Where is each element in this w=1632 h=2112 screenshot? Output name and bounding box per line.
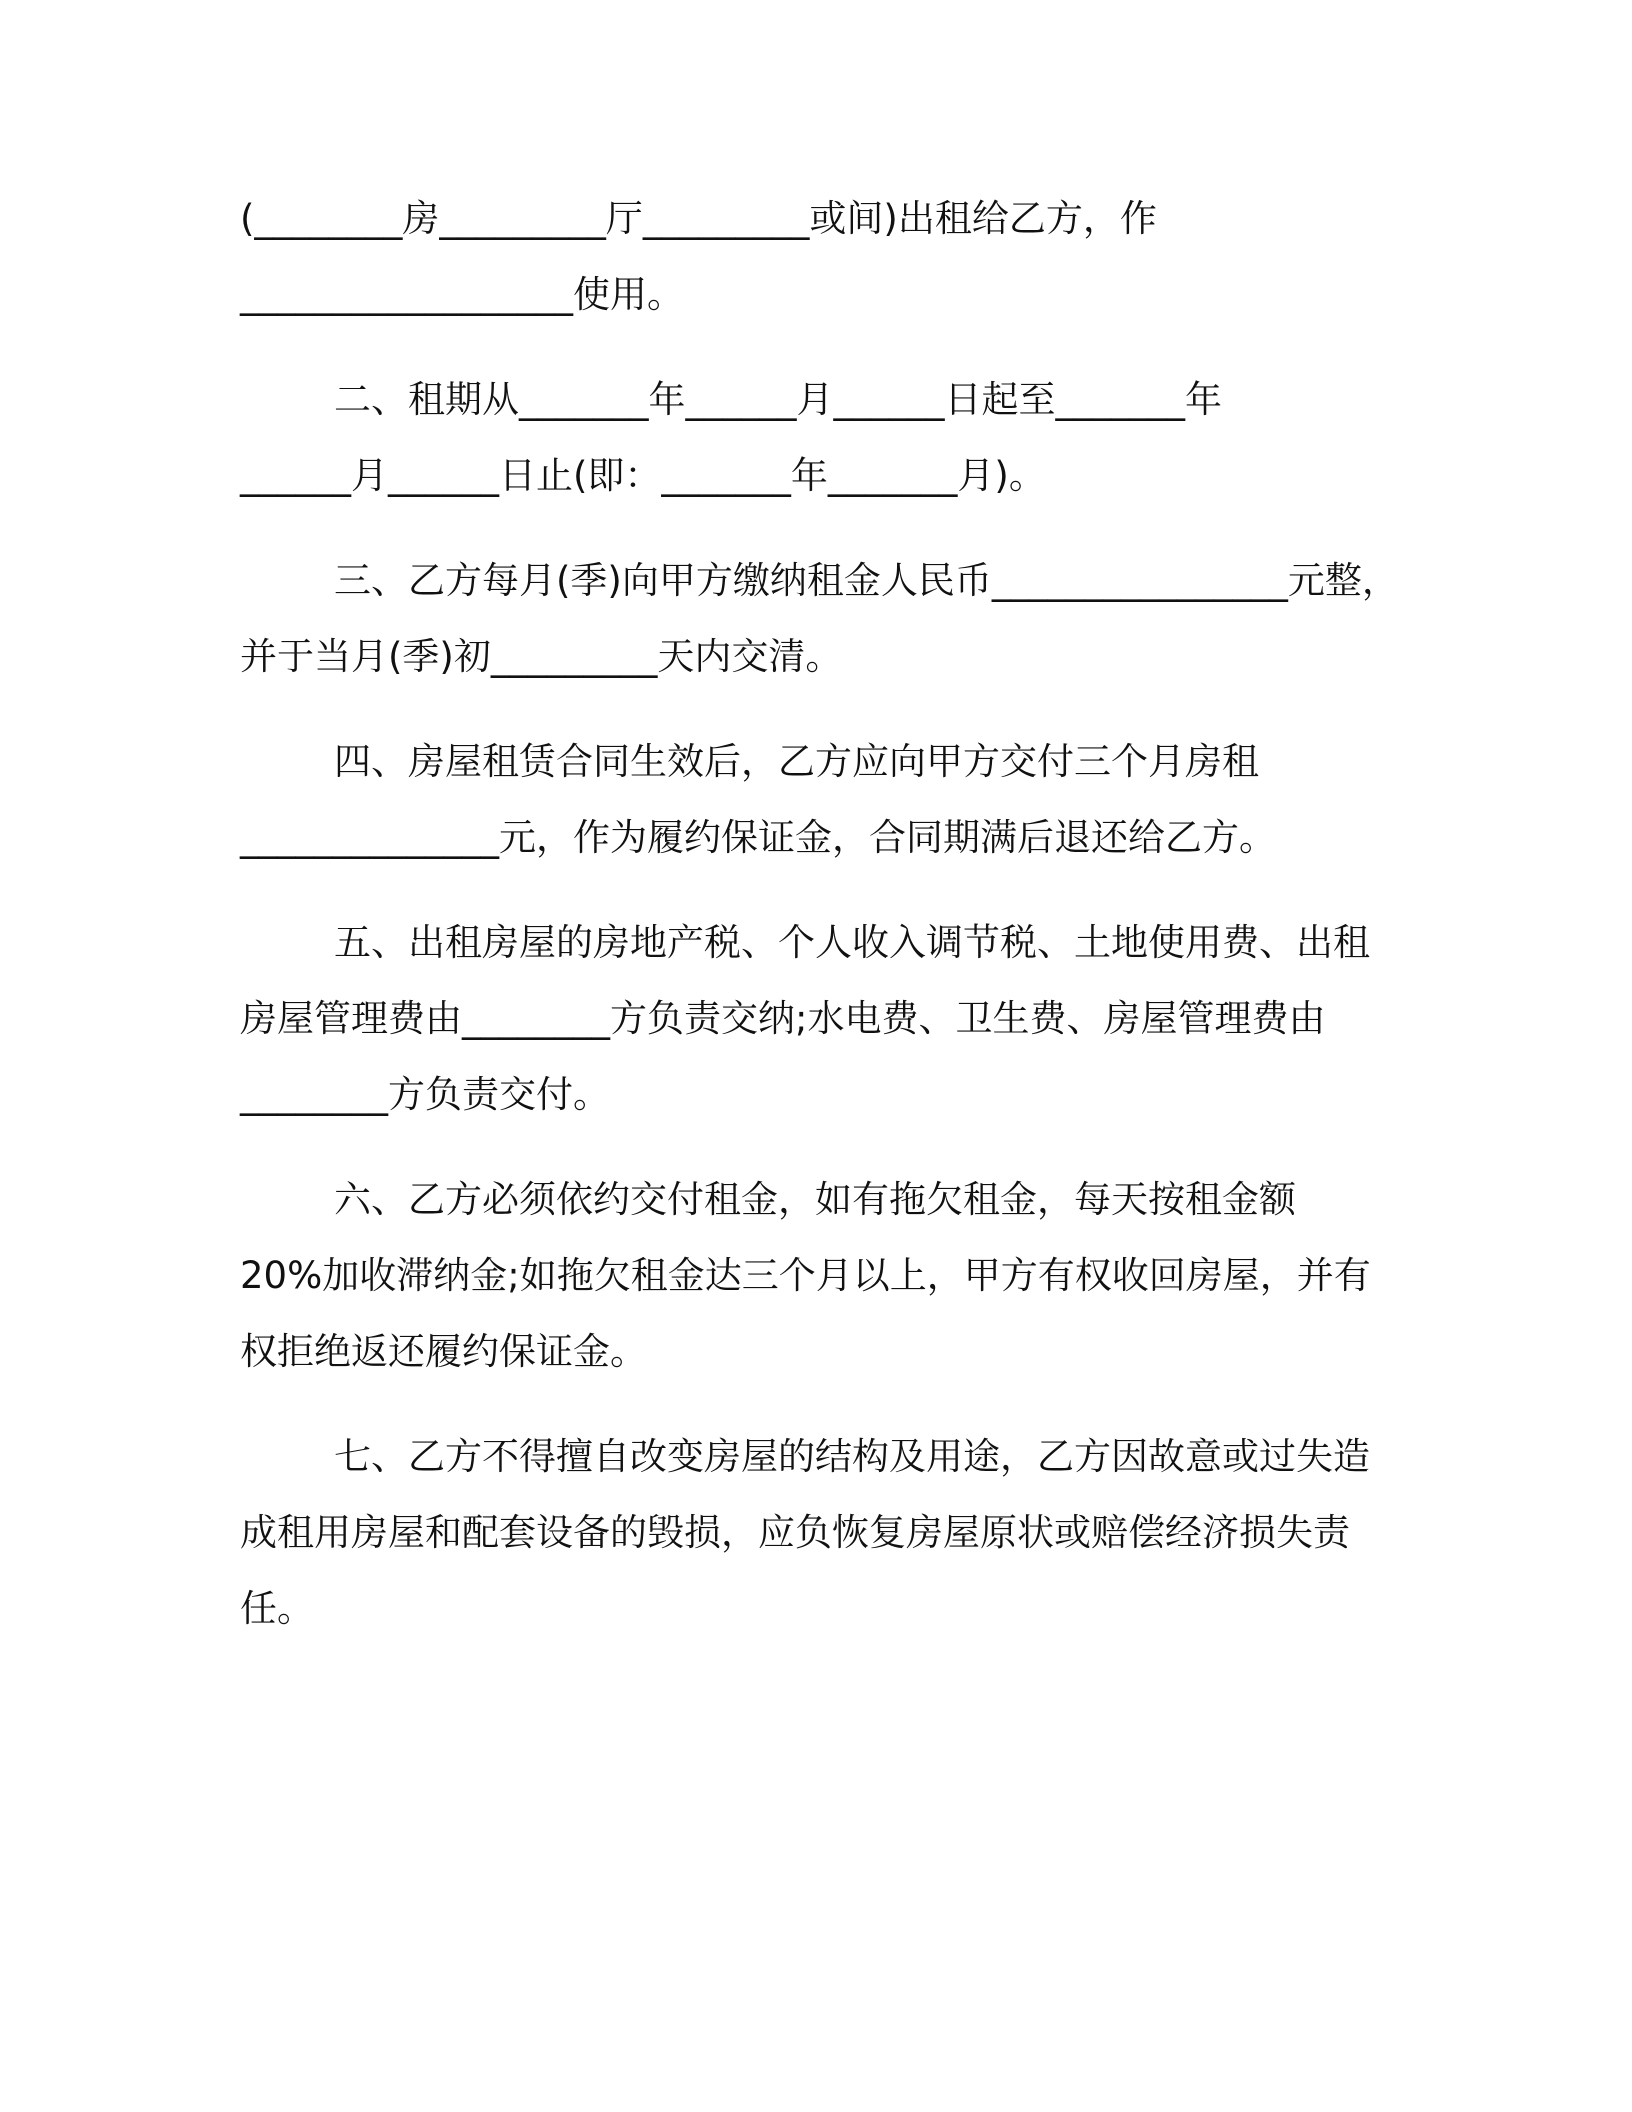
text-line: ______________元，作为履约保证金，合同期满后退还给乙方。 xyxy=(240,816,1276,859)
text-line: 并于当月(季)初_________天内交清。 xyxy=(240,635,843,678)
clause-3-line: 三、乙方每月(季)向甲方缴纳租金人民币________________元整， xyxy=(334,559,1399,602)
text-line: 20%加收滞纳金;如拖欠租金达三个月以上，甲方有权收回房屋，并有 xyxy=(240,1254,1371,1297)
text-line: (________房_________厅_________或间)出租给乙方，作 xyxy=(240,197,1157,240)
text-line: ________方负责交付。 xyxy=(240,1073,610,1116)
text-line: ______月______日止(即：_______年_______月)。 xyxy=(240,454,1046,497)
text-line: 房屋管理费由________方负责交纳;水电费、卫生费、房屋管理费由 xyxy=(240,997,1326,1040)
clause-6-line: 六、乙方必须依约交付租金，如有拖欠租金，每天按租金额 xyxy=(334,1178,1296,1221)
text-line: __________________使用。 xyxy=(240,273,684,316)
clause-4-line: 四、房屋租赁合同生效后，乙方应向甲方交付三个月房租 xyxy=(334,740,1259,783)
clause-5-line: 五、出租房屋的房地产税、个人收入调节税、土地使用费、出租 xyxy=(334,921,1370,964)
text-line: 成租用房屋和配套设备的毁损，应负恢复房屋原状或赔偿经济损失责 xyxy=(240,1511,1350,1554)
clause-7-line: 七、乙方不得擅自改变房屋的结构及用途，乙方因故意或过失造 xyxy=(334,1435,1370,1478)
text-line: 任。 xyxy=(240,1587,314,1630)
clause-2-line: 二、租期从_______年______月______日起至_______年 xyxy=(334,378,1222,421)
text-line: 权拒绝返还履约保证金。 xyxy=(240,1330,647,1373)
